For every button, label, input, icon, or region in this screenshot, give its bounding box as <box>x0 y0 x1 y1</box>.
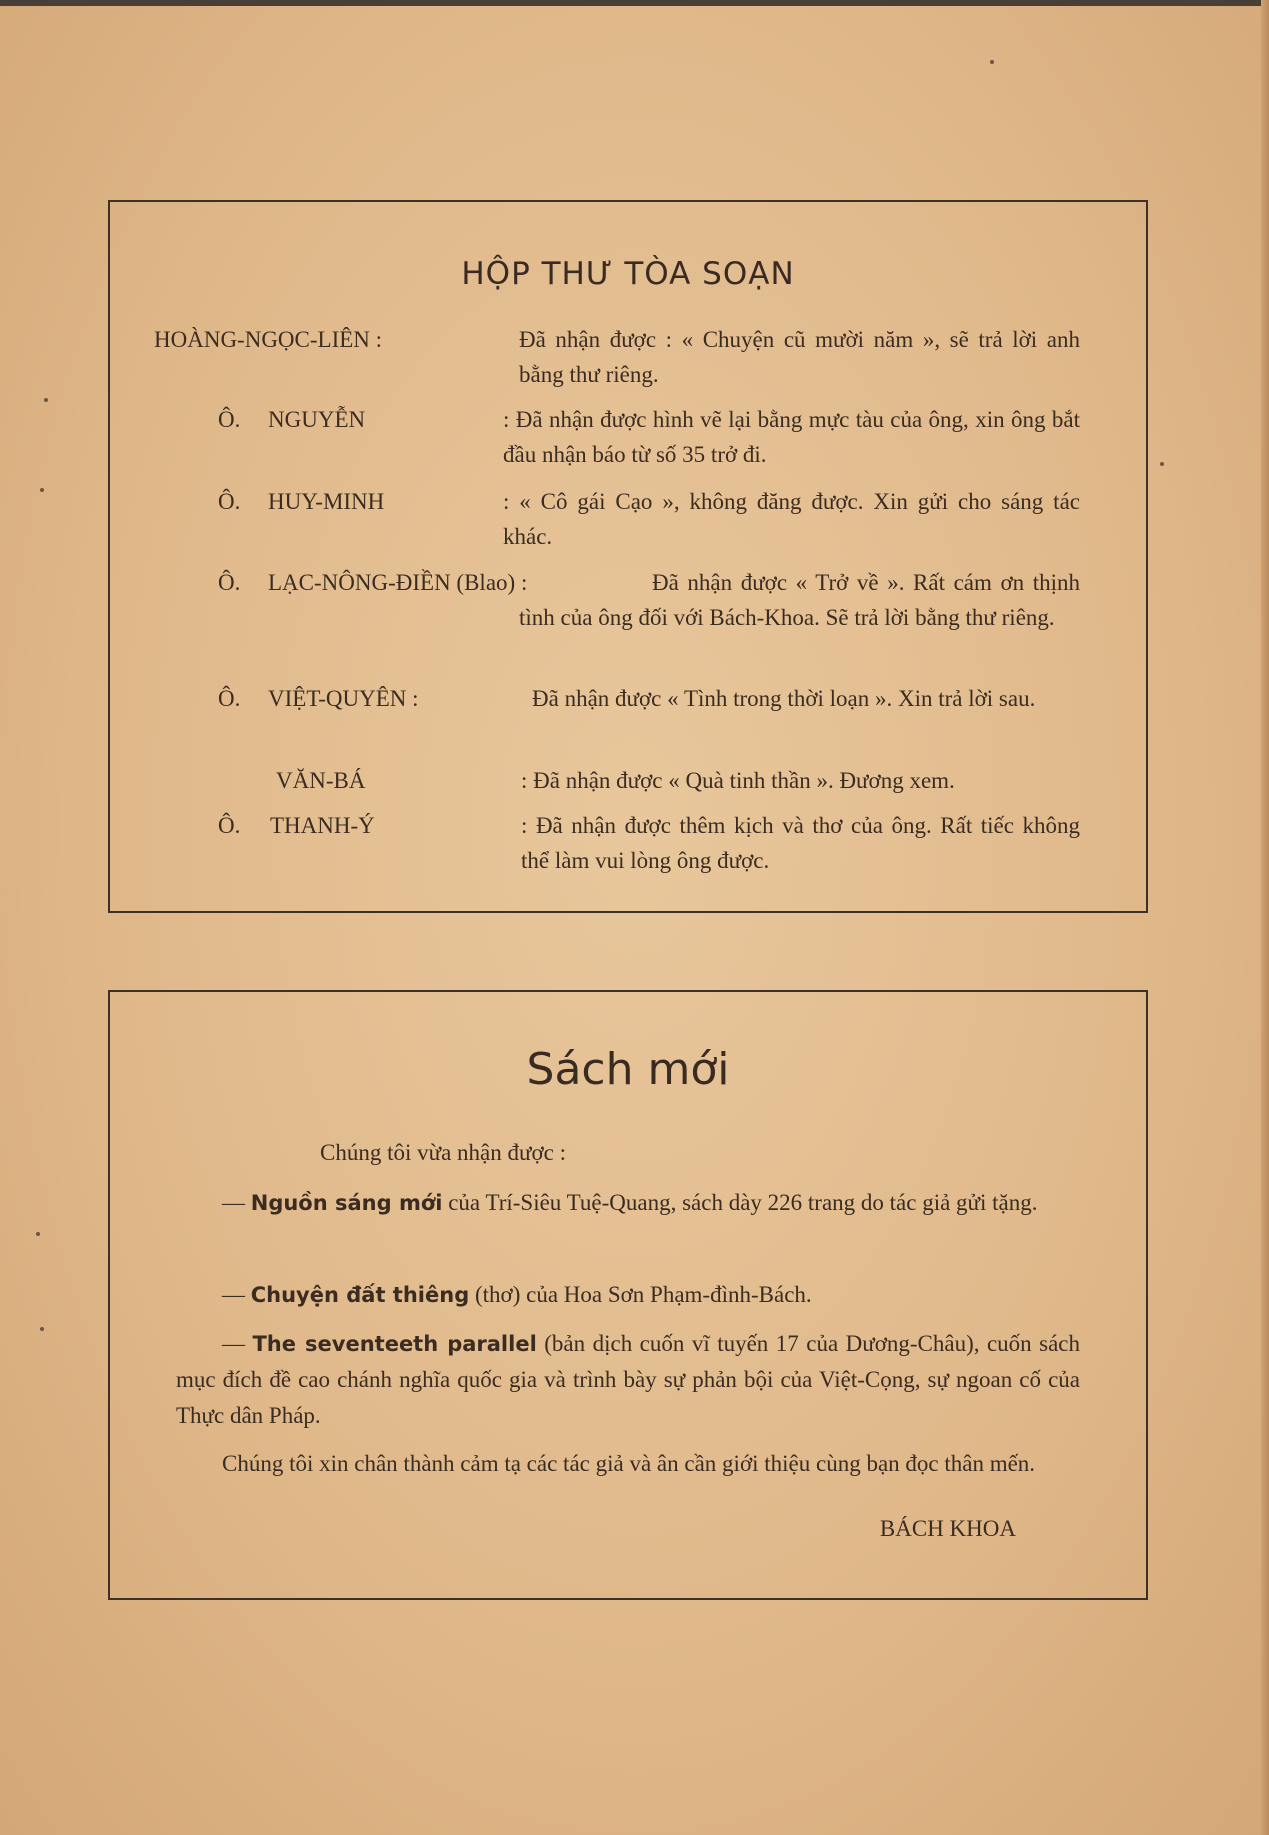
new-books-section <box>108 990 1148 1600</box>
entry-message: : Đã nhận được « Quà tinh thần ». Đương xem. <box>521 768 955 793</box>
entry-name: NGUYỄN <box>268 407 366 432</box>
book-item <box>176 1185 1080 1221</box>
paper-speck <box>40 488 44 492</box>
entry-message: Đã nhận được : « Chuyện cũ mười năm », sẽ trả lời anh bằng thư riêng. <box>519 327 1080 387</box>
editorial-mailbox-section <box>108 200 1148 913</box>
signature: BÁCH KHOA <box>879 1516 1016 1541</box>
entry-name: HUY-MINH <box>268 489 385 514</box>
entry-message: Đã nhận được « Tình trong thời loạn ». Xin trả lời sau. <box>532 686 1036 711</box>
paper-speck <box>44 398 48 402</box>
mailbox-entry <box>176 681 1080 753</box>
page-edge-right <box>1261 0 1269 1835</box>
mailbox-entry <box>176 763 1080 803</box>
book-item <box>176 1277 1080 1313</box>
book-description: của Trí-Siêu Tuệ-Quang, sách dày 226 trang do tác giả gửi tặng. <box>442 1190 1038 1215</box>
mailbox-entry <box>176 484 1080 556</box>
book-title: Chuyện đất thiêng <box>250 1283 470 1307</box>
entry-message: Đã nhận được « Trở về ». Rất cám ơn thịnh tình của ông đối với Bách-Khoa. Sẽ trả lời bằng thư riêng. <box>519 570 1080 630</box>
mailbox-entry <box>176 808 1080 880</box>
entry-name: THANH-Ý <box>270 813 375 838</box>
entry-prefix: Ô. <box>218 570 241 595</box>
mailbox-entry <box>176 565 1080 673</box>
paper-speck <box>40 1327 44 1331</box>
entry-name: VĂN-BÁ <box>276 768 366 793</box>
item-dash: — <box>222 1282 251 1307</box>
paper-speck <box>990 60 994 64</box>
entry-name: VIỆT-QUYÊN : <box>268 686 419 711</box>
paper-speck <box>36 1232 40 1236</box>
book-description: (thơ) của Hoa Sơn Phạm-đình-Bách. <box>469 1282 812 1307</box>
entry-prefix: Ô. <box>218 686 241 711</box>
entry-message: : Đã nhận được thêm kịch và thơ của ông. Rất tiếc không thể làm vui lòng ông được. <box>521 813 1080 873</box>
new-books-intro: Chúng tôi vừa nhận được : <box>320 1140 566 1165</box>
entry-prefix: Ô. <box>218 813 241 838</box>
mailbox-entry <box>154 322 1080 394</box>
mailbox-entry <box>176 402 1080 474</box>
entry-name: LẠC-NÔNG-ĐIỀN (Blao) : <box>268 570 528 595</box>
entry-message: : Đã nhận được hình vẽ lại bằng mực tàu của ông, xin ông bắt đầu nhận báo từ số 35 trở đi. <box>503 407 1080 467</box>
mailbox-title: HỘP THƯ TÒA SOẠN <box>461 256 795 292</box>
item-dash: — <box>222 1190 251 1215</box>
item-dash: — <box>222 1331 253 1356</box>
book-item <box>176 1326 1080 1434</box>
entry-message: : « Cô gái Cạo », không đăng được. Xin gửi cho sáng tác khác. <box>503 489 1080 549</box>
book-title: The seventeeth parallel <box>252 1332 537 1356</box>
entry-prefix: Ô. <box>218 407 241 432</box>
page-edge <box>0 0 1269 6</box>
closing-paragraph: Chúng tôi xin chân thành cảm tạ các tác giả và ân cần giới thiệu cùng bạn đọc thân mến. <box>222 1451 1036 1476</box>
paper-speck <box>1160 462 1164 466</box>
new-books-title: Sách mới <box>526 1044 730 1095</box>
book-description: (bản dịch cuốn vĩ tuyến 17 của Dương-Châu), cuốn sách mục đích đề cao chánh nghĩa quốc gia và trình bày sự phản bội của Việt-Cọng, sự ngoan cố của Thực dân Pháp. <box>176 1331 1081 1428</box>
book-title: Nguồn sáng mới <box>250 1191 443 1215</box>
entry-name: HOÀNG-NGỌC-LIÊN : <box>154 327 383 352</box>
entry-prefix: Ô. <box>218 489 241 514</box>
